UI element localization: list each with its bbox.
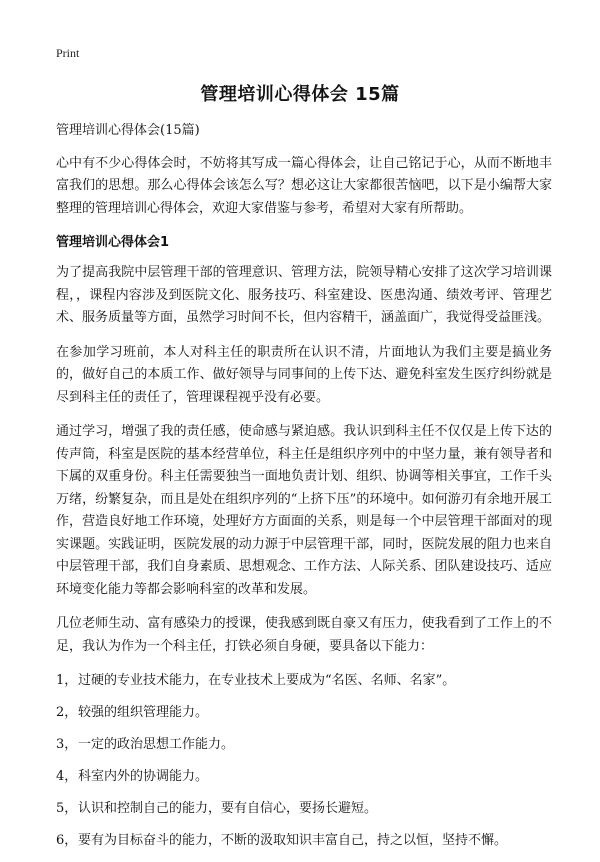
list-item (56, 766, 552, 787)
list-item (56, 734, 552, 755)
list-item (56, 702, 552, 723)
section-heading: 管理培训心得体会1 (56, 235, 170, 250)
intro-paragraph: 心中有不少心得体会时，不妨将其写成一篇心得体会，让自己铭记于心，从而不断地丰富我们的思想。那么心得体会该怎么写？想必这让大家都很苦恼吧，以下是小编帮大家整理的管理培训心得体会，欢迎大家借鉴与参考，希望对大家有所帮助。 (56, 155, 552, 216)
list-item-number: 4， (56, 769, 78, 784)
page-title: 管理培训心得体会 15篇 (200, 84, 400, 105)
list-item-text: 认识和控制自己的能力，要有自信心，要扬长避短。 (78, 801, 378, 816)
print-link[interactable]: Print (56, 46, 80, 60)
list-item-text: 一定的政治思想工作能力。 (78, 737, 235, 752)
list-item-number: 2， (56, 705, 78, 720)
body-paragraph: 在参加学习班前，本人对科主任的职责所在认识不清，片面地认为我们主要是搞业务的，做好自己的本质工作、做好领导与同事间的上传下达、避免科室发生医疗纠纷就是尽到科主任的责任了，管理课程视乎没有必要。 (56, 344, 552, 405)
body-paragraph: 通过学习，增强了我的责任感，使命感与紧迫感。我认识到科主任不仅仅是上传下达的传声筒，科室是医院的基本经营单位，科主任是组织序列中的中坚力量，兼有领导者和下属的双重身份。科主任需要独当一面地负责计划、组织、协调等相关事宜，工作千头万绪，纷繁复杂，而且是处在组织序列的“上挤下压”的环境中。如何游刃有余地开展工作，营造良好地工作环境，处理好方方面面的关系，则是每一个中层管理干部面对的现实课题。实践证明，医院发展的动力源于中层管理干部，同时，医院发展的阻力也来自中层管理干部，我们自身素质、思想观念、工作方法、人际关系、团队建设技巧、适应环境变化能力等都会影响科室的改革和发展。 (56, 424, 552, 597)
article-subtitle: 管理培训心得体会(15篇) (56, 123, 200, 138)
article-body (56, 120, 552, 862)
list-item-text: 较强的组织管理能力。 (78, 705, 209, 720)
list-item-number: 3， (56, 737, 78, 752)
list-item-number: 5， (56, 801, 78, 816)
list-item-number: 1， (56, 673, 78, 688)
list-item-text: 过硬的专业技术能力，在专业技术上要成为“名医、名师、名家”。 (78, 673, 456, 688)
body-paragraph: 几位老师生动、富有感染力的授课，使我感到既自豪又有压力，使我看到了工作上的不足，我认为作为一个科主任，打铁必须自身硬，要具备以下能力： (56, 616, 552, 654)
list-item (56, 670, 552, 691)
list-item-number: 6， (56, 833, 78, 848)
list-item (56, 798, 552, 819)
list-item-text: 科室内外的协调能力。 (78, 769, 209, 784)
body-paragraph: 为了提高我院中层管理干部的管理意识、管理方法，院领导精心安排了这次学习培训课程，，课程内容涉及到医院文化、服务技巧、科室建设、医患沟通、绩效考评、管理艺术、服务质量等方面，虽然学习时间不长，但内容精干，涵盖面广，我觉得受益匪浅。 (56, 265, 552, 325)
list-item (56, 830, 552, 851)
list-item-text: 要有为目标奋斗的能力，不断的汲取知识丰富自己，持之以恒，坚持不懈。 (78, 833, 508, 848)
ability-list (56, 670, 552, 851)
